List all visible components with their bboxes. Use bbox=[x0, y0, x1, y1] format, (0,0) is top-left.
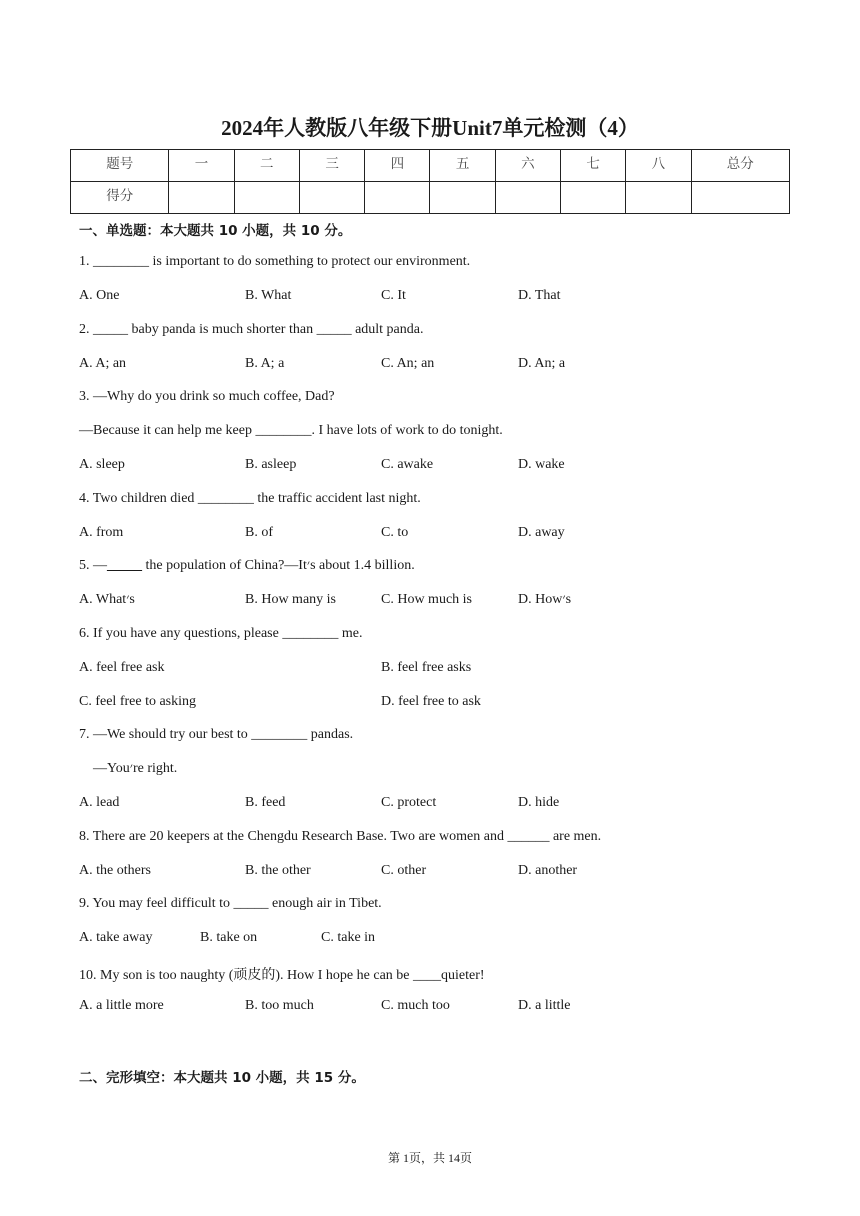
option-b[interactable]: B. asleep bbox=[245, 457, 297, 472]
option-b[interactable]: B. feel free asks bbox=[381, 660, 472, 675]
option-c[interactable]: C. protect bbox=[381, 795, 437, 810]
score-row-label: 得分 bbox=[71, 182, 169, 214]
score-table-score-row bbox=[71, 182, 790, 214]
question-stem-line2: —You׳re right. bbox=[93, 761, 178, 776]
option-d[interactable]: D. feel free to ask bbox=[381, 694, 481, 709]
question-stem: 3. —Why do you drink so much coffee, Dad? bbox=[79, 389, 335, 404]
option-d[interactable]: D. away bbox=[518, 525, 565, 540]
option-b[interactable]: B. A; a bbox=[245, 356, 285, 371]
option-d[interactable]: D. That bbox=[518, 288, 561, 303]
option-b[interactable]: B. What bbox=[245, 288, 292, 303]
section-heading-single-choice: 一、单选题：本大题共 10 小题，共 10 分。 bbox=[79, 223, 352, 239]
score-header-cell: 一 bbox=[169, 150, 234, 182]
option-c[interactable]: C. much too bbox=[381, 998, 450, 1013]
option-a[interactable]: A. feel free ask bbox=[79, 660, 165, 675]
score-cell[interactable] bbox=[691, 182, 789, 214]
score-table-header-row bbox=[71, 150, 790, 182]
option-d[interactable]: D. another bbox=[518, 863, 578, 878]
score-cell[interactable] bbox=[626, 182, 691, 214]
question-stem: 9. You may feel difficult to _____ enough air in Tibet. bbox=[79, 896, 382, 911]
option-c[interactable]: C. other bbox=[381, 863, 427, 878]
page-footer: 第 1页，共 14页 bbox=[387, 1151, 472, 1165]
score-table bbox=[70, 149, 790, 214]
option-c[interactable]: C. awake bbox=[381, 457, 434, 472]
score-cell[interactable] bbox=[234, 182, 299, 214]
option-c[interactable]: C. It bbox=[381, 288, 406, 303]
score-header-cell: 五 bbox=[430, 150, 495, 182]
option-d[interactable]: D. hide bbox=[518, 795, 560, 810]
option-b[interactable]: B. take on bbox=[200, 930, 258, 945]
score-header-cell: 四 bbox=[365, 150, 430, 182]
score-cell[interactable] bbox=[365, 182, 430, 214]
score-header-cell: 二 bbox=[234, 150, 299, 182]
score-header-cell: 八 bbox=[626, 150, 691, 182]
option-b[interactable]: B. How many is bbox=[245, 592, 336, 607]
option-a[interactable]: A. One bbox=[79, 288, 120, 303]
question-stem: 2. _____ baby panda is much shorter than _____ adult panda. bbox=[79, 322, 424, 337]
answer-blank: _____ bbox=[107, 558, 142, 573]
question-stem: 10. My son is too naughty (顽皮的). How I hope he can be ____quieter! bbox=[79, 968, 485, 983]
question-stem bbox=[79, 558, 415, 574]
question-stem-suffix: the population of China?—It׳s about 1.4 billion. bbox=[142, 558, 415, 573]
option-c[interactable]: C. How much is bbox=[381, 592, 472, 607]
option-a[interactable]: A. the others bbox=[79, 863, 151, 878]
score-cell[interactable] bbox=[169, 182, 234, 214]
option-b[interactable]: B. too much bbox=[245, 998, 314, 1013]
option-d[interactable]: D. An; a bbox=[518, 356, 566, 371]
option-b[interactable]: B. of bbox=[245, 525, 273, 540]
score-header-cell: 七 bbox=[561, 150, 626, 182]
option-a[interactable]: A. lead bbox=[79, 795, 120, 810]
page-title: 2024年人教版八年级下册Unit7单元检测（4） bbox=[221, 116, 639, 140]
score-header-cell: 题号 bbox=[71, 150, 169, 182]
option-a[interactable]: A. A; an bbox=[79, 356, 127, 371]
question-stem: 6. If you have any questions, please ________ me. bbox=[79, 626, 363, 641]
question-stem: 8. There are 20 keepers at the Chengdu Research Base. Two are women and ______ are men. bbox=[79, 829, 602, 844]
option-a[interactable]: A. a little more bbox=[79, 998, 164, 1013]
option-c[interactable]: C. An; an bbox=[381, 356, 435, 371]
score-cell[interactable] bbox=[561, 182, 626, 214]
option-a[interactable]: A. sleep bbox=[79, 457, 125, 472]
question-stem: 1. ________ is important to do something to protect our environment. bbox=[79, 254, 471, 269]
score-header-cell: 总分 bbox=[691, 150, 789, 182]
question-stem-line2: —Because it can help me keep ________. I have lots of work to do tonight. bbox=[79, 423, 503, 438]
question-stem: 7. —We should try our best to ________ pandas. bbox=[79, 727, 354, 742]
option-c[interactable]: C. feel free to asking bbox=[79, 694, 197, 709]
option-a[interactable]: A. What׳s bbox=[79, 592, 135, 607]
option-a[interactable]: A. take away bbox=[79, 930, 153, 945]
option-c[interactable]: C. to bbox=[381, 525, 409, 540]
section-heading-cloze: 二、完形填空：本大题共 10 小题，共 15 分。 bbox=[79, 1070, 365, 1086]
option-a[interactable]: A. from bbox=[79, 525, 124, 540]
score-cell[interactable] bbox=[430, 182, 495, 214]
question-stem-prefix: 5. — bbox=[79, 558, 107, 573]
option-d[interactable]: D. How׳s bbox=[518, 592, 572, 607]
option-c[interactable]: C. take in bbox=[321, 930, 376, 945]
option-b[interactable]: B. the other bbox=[245, 863, 311, 878]
score-header-cell: 六 bbox=[495, 150, 560, 182]
option-d[interactable]: D. wake bbox=[518, 457, 565, 472]
option-d[interactable]: D. a little bbox=[518, 998, 571, 1013]
option-b[interactable]: B. feed bbox=[245, 795, 286, 810]
score-cell[interactable] bbox=[299, 182, 364, 214]
score-cell[interactable] bbox=[495, 182, 560, 214]
score-header-cell: 三 bbox=[299, 150, 364, 182]
question-stem: 4. Two children died ________ the traffic accident last night. bbox=[79, 491, 421, 506]
